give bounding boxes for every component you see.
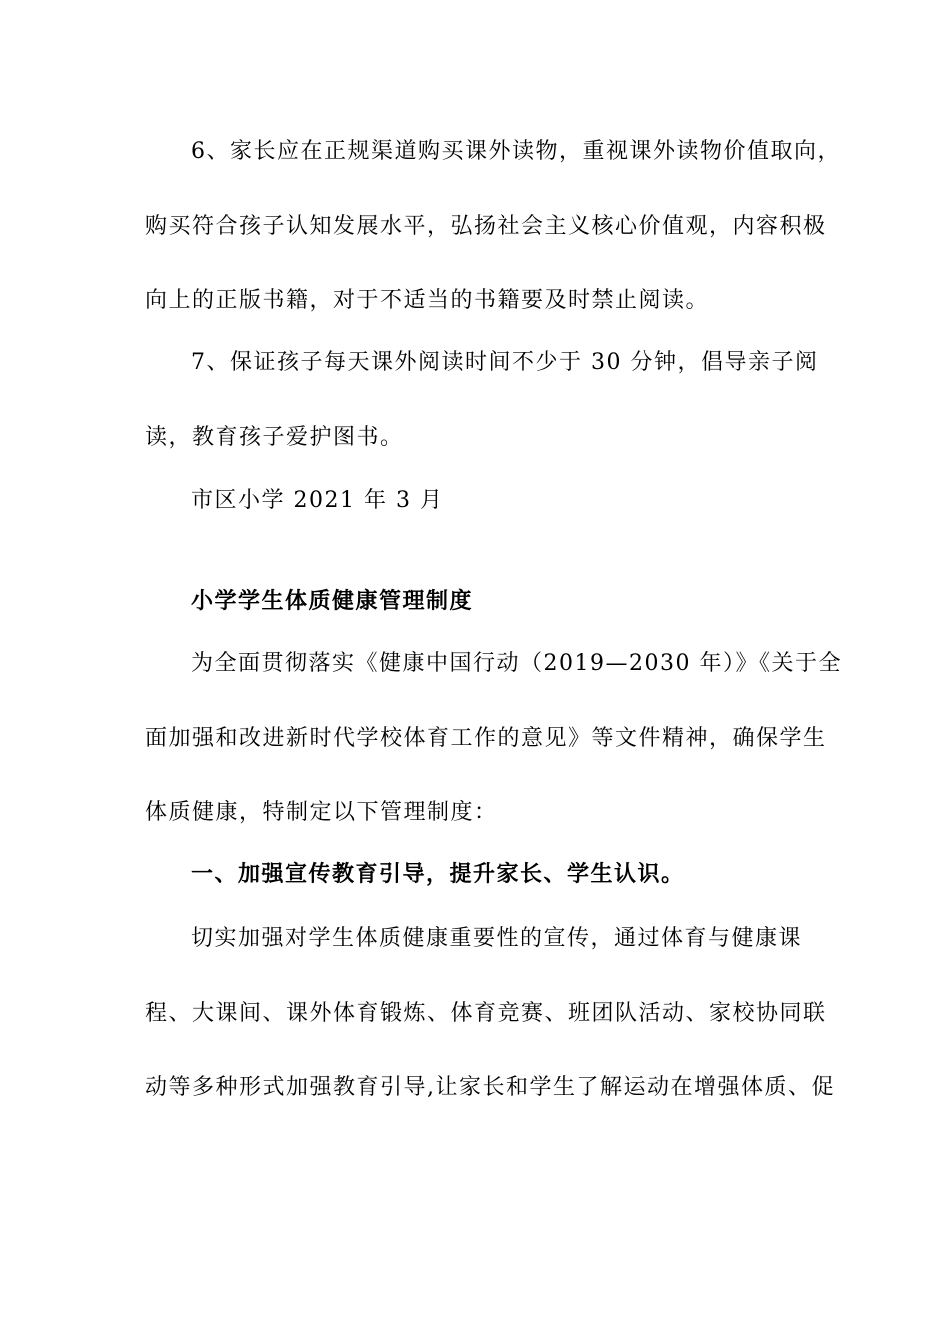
intro-line-2: 面加强和改进新时代学校体育工作的意见》等文件精神，确保学生	[145, 726, 827, 751]
intro-line-1: 为全面贯彻落实《健康中国行动（2019—2030 年）》《关于全	[191, 651, 842, 676]
document-title: 小学学生体质健康管理制度	[191, 589, 474, 614]
signature-date: 市区小学 2021 年 3 月	[191, 488, 444, 513]
section-1-line-3: 动等多种形式加强教育引导,让家长和学生了解运动在增强体质、促	[145, 1075, 835, 1100]
paragraph-7-line-2: 读，教育孩子爱护图书。	[145, 425, 404, 450]
section-1-line-2: 程、大课间、课外体育锻炼、体育竞赛、班团队活动、家校协同联	[145, 1001, 827, 1026]
section-heading-1: 一、加强宣传教育引导，提升家长、学生认识。	[191, 862, 685, 887]
paragraph-6-line-1: 6、家长应在正规渠道购买课外读物，重视课外读物价值取向，	[191, 139, 841, 164]
paragraph-7-line-1: 7、保证孩子每天课外阅读时间不少于 30 分钟，倡导亲子阅	[191, 350, 819, 375]
section-1-line-1: 切实加强对学生体质健康重要性的宣传，通过体育与健康课	[191, 926, 803, 951]
paragraph-6-line-3: 向上的正版书籍，对于不适当的书籍要及时禁止阅读。	[145, 288, 710, 313]
intro-line-3: 体质健康，特制定以下管理制度：	[145, 800, 498, 825]
paragraph-6-line-2: 购买符合孩子认知发展水平，弘扬社会主义核心价值观，内容积极	[145, 214, 827, 239]
